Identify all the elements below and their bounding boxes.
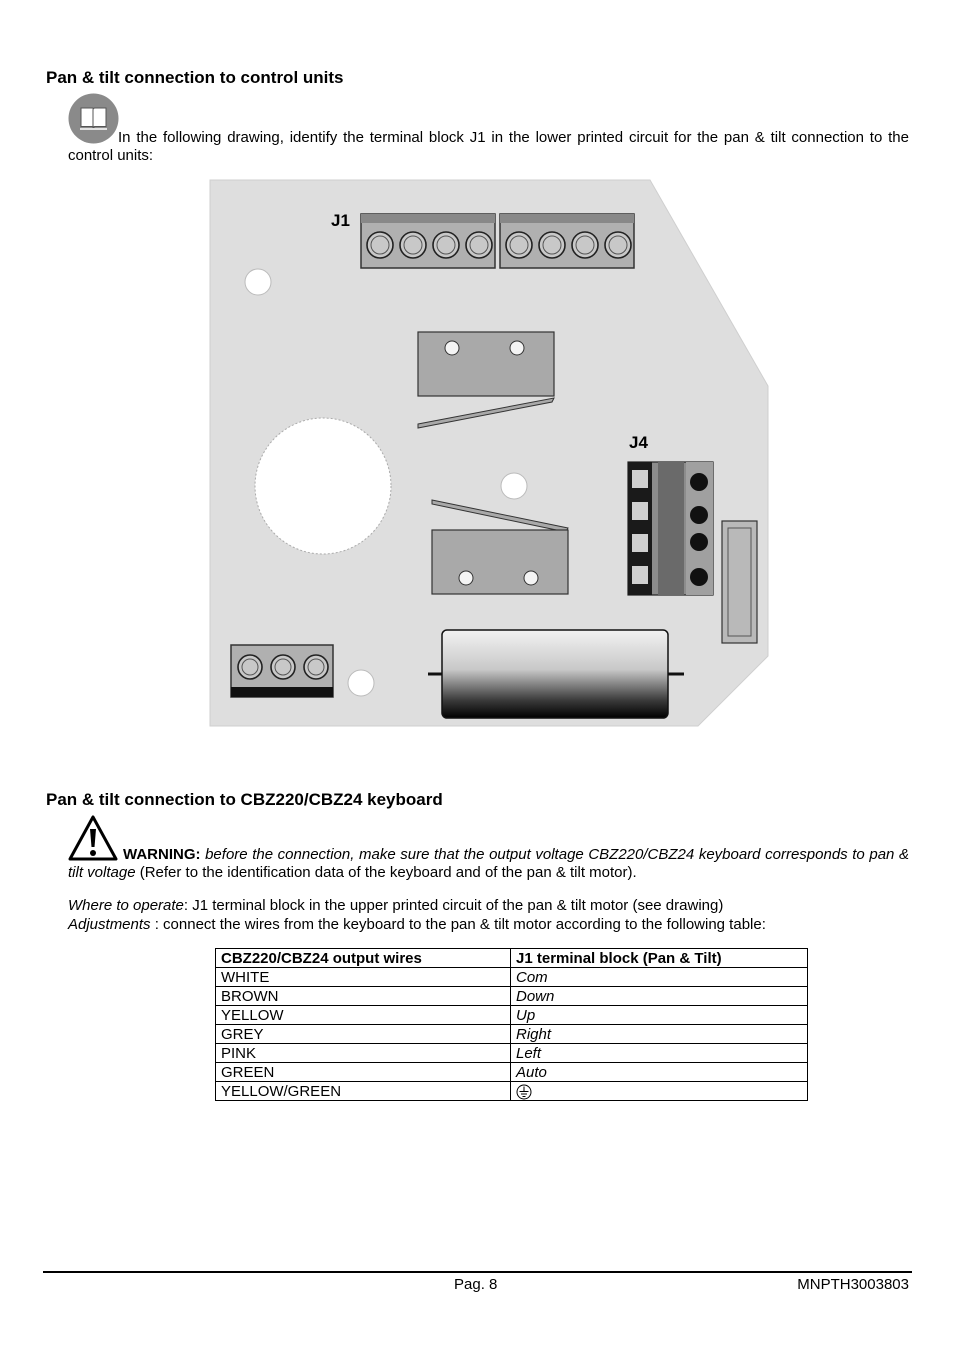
label-j1: J1 (331, 211, 350, 230)
adjust-text: : connect the wires from the keyboard to the pan & tilt motor according to the following table: (150, 916, 766, 933)
table-cell-terminal (511, 1082, 808, 1101)
adjust-label: Adjustments (68, 916, 151, 933)
where-label: Where to operate (68, 897, 184, 914)
warning-rest-text: (Refer to the identification data of the keyboard and of the pan & tilt motor). (139, 864, 637, 881)
table-cell-terminal: Auto (511, 1063, 808, 1082)
table-cell-wire: WHITE (216, 968, 511, 987)
table-row (216, 1082, 808, 1101)
where-to-operate-line (68, 897, 909, 915)
warning-paragraph (68, 846, 909, 882)
footer-doc-code: MNPTH3003803 (797, 1276, 909, 1293)
pcb-drawing (208, 178, 770, 728)
label-j4: J4 (629, 433, 648, 452)
table-header-terminal: J1 terminal block (Pan & Tilt) (511, 949, 808, 968)
table-cell-terminal: Up (511, 1006, 808, 1025)
footer-rule (43, 1271, 912, 1273)
table-cell-terminal: Com (511, 968, 808, 987)
table-cell-wire: PINK (216, 1044, 511, 1063)
ground-symbol-icon (516, 1084, 532, 1100)
table-cell-terminal: Left (511, 1044, 808, 1063)
section-heading-keyboard: Pan & tilt connection to CBZ220/CBZ24 keyboard (46, 790, 443, 809)
section-heading-control-units: Pan & tilt connection to control units (46, 68, 344, 87)
table-cell-wire: GREEN (216, 1063, 511, 1082)
adjustments-line (68, 916, 909, 934)
table-cell-wire: GREY (216, 1025, 511, 1044)
table-row (216, 987, 808, 1006)
note-paragraph: In the following drawing, identify the terminal block J1 in the lower printed circuit for the pan & tilt connection to the control units: (68, 129, 909, 164)
table-cell-wire: YELLOW/GREEN (216, 1082, 511, 1101)
where-text: : J1 terminal block in the upper printed circuit of the pan & tilt motor (see drawing) (183, 897, 724, 914)
table-cell-wire: YELLOW (216, 1006, 511, 1025)
table-row (216, 1006, 808, 1025)
table-row (216, 1044, 808, 1063)
table-row (216, 968, 808, 987)
table-header-row (216, 949, 808, 968)
table-cell-terminal: Right (511, 1025, 808, 1044)
warning-label: WARNING: (123, 846, 201, 863)
table-cell-terminal: Down (511, 987, 808, 1006)
table-row (216, 1025, 808, 1044)
table-row (216, 1063, 808, 1082)
footer-page-number: Pag. 8 (454, 1276, 498, 1293)
wires-table (215, 948, 808, 1101)
warning-italic-text: before the connection, make sure that the output voltage CBZ220/CBZ24 keyboard corresponds to pan & tilt voltage (68, 846, 909, 881)
table-cell-wire: BROWN (216, 987, 511, 1006)
table-header-wires: CBZ220/CBZ24 output wires (216, 949, 511, 968)
j4-terminal-block (628, 462, 713, 595)
